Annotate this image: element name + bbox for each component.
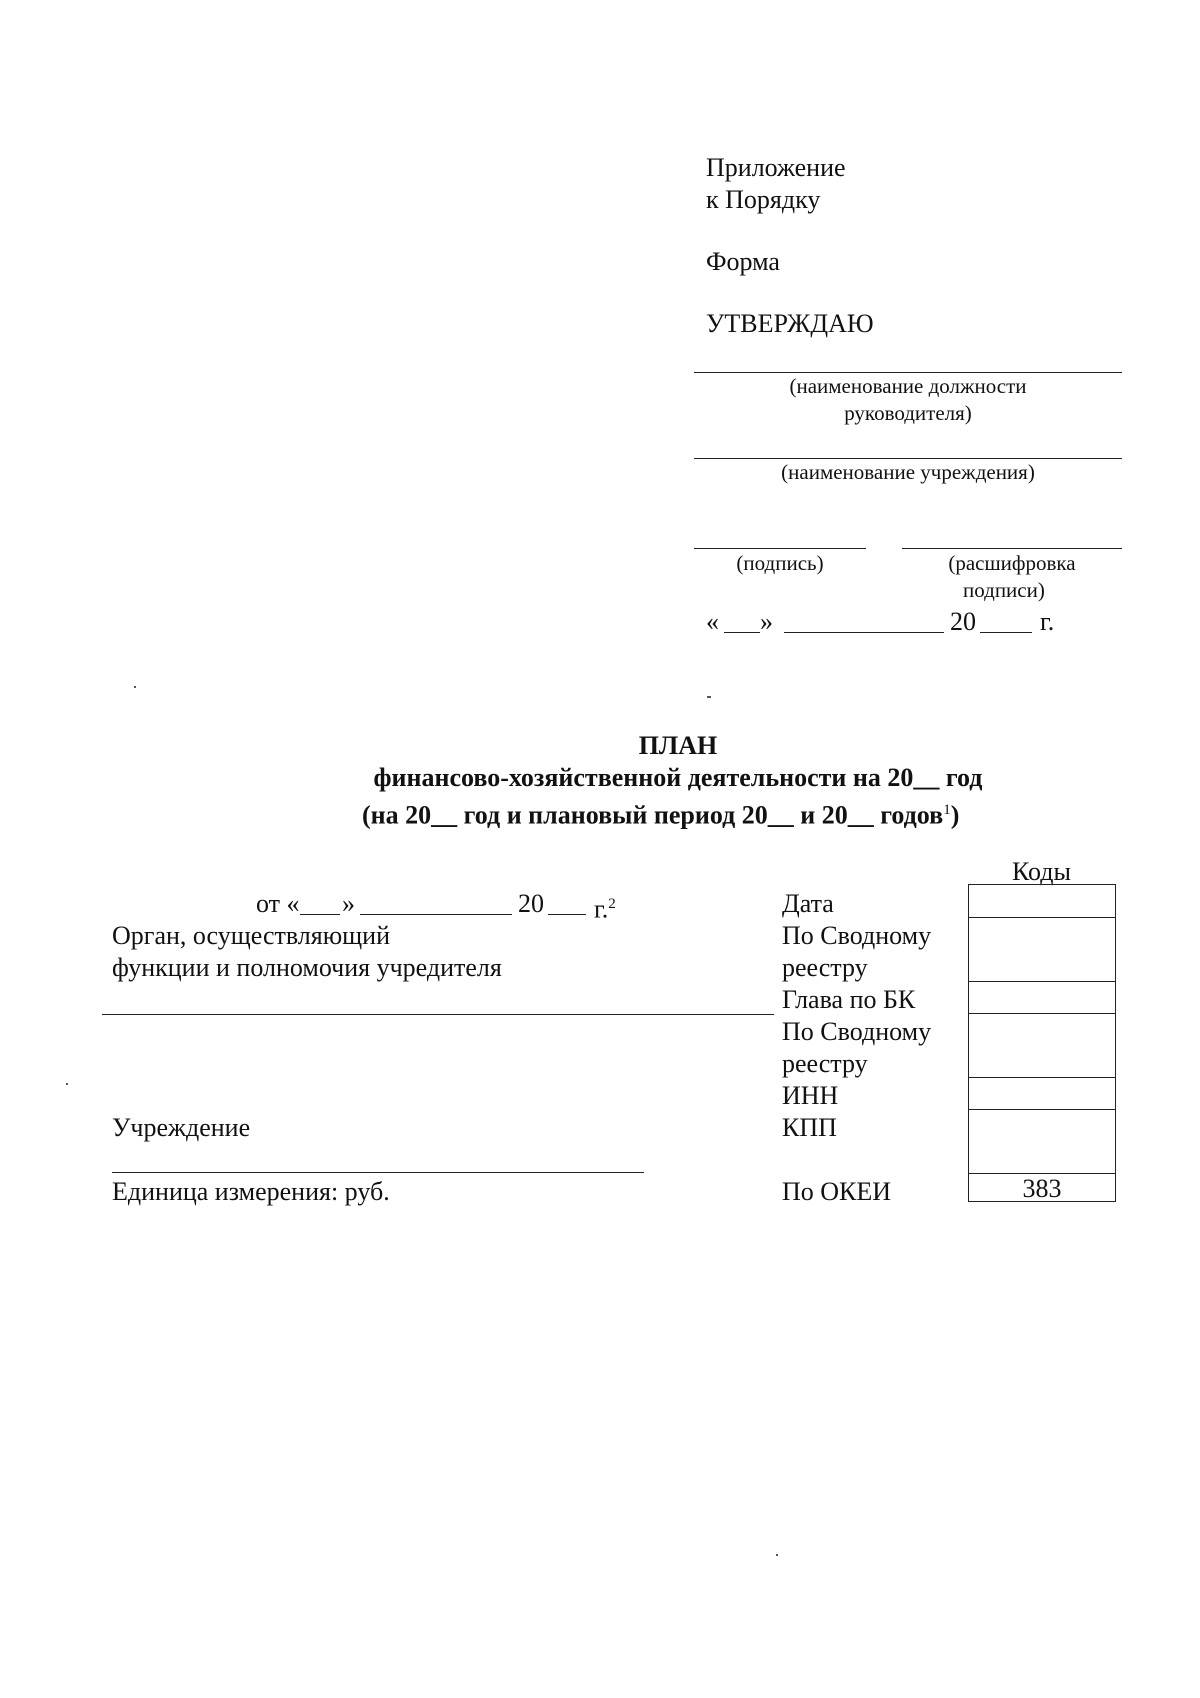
form-day-line [300, 914, 340, 915]
form-year-line [548, 914, 586, 915]
code-label-chapter-bk: Глава по БК [782, 985, 916, 1014]
signature-line [694, 548, 866, 549]
signature-decode-line2: подписи) [963, 578, 1045, 602]
codes-header: Коды [1012, 857, 1071, 886]
institution-label: Учреждение [112, 1113, 251, 1142]
title-line2: финансово-хозяйственной деятельности на 20__ год [373, 763, 983, 792]
form-date-close: » [342, 889, 355, 918]
form-month-line [360, 914, 512, 915]
form-date-prefix: от « [256, 889, 300, 918]
position-caption-line1: (наименование должности [789, 374, 1027, 398]
founder-label-line2: функции и полномочия учредителя [112, 953, 502, 982]
title-line3-end: ) [950, 800, 960, 830]
position-caption-line2: руководителя) [844, 401, 972, 425]
codes-table [968, 884, 1116, 1202]
scan-speck [707, 696, 711, 698]
form-date-footnote: 2 [608, 896, 616, 912]
form-year-suffix-text: г. [594, 894, 609, 924]
scan-speck [776, 1554, 778, 1556]
signature-decode-line [902, 548, 1122, 549]
title-line1: ПЛАН [638, 731, 718, 760]
code-label-inn: ИНН [782, 1081, 839, 1110]
form-year-suffix [594, 888, 616, 926]
code-label-registry1-line1: По Сводному [782, 921, 932, 950]
signature-caption: (подпись) [736, 551, 824, 575]
title-line3-text: (на 20__ год и плановый период 20__ и 20__ годов [362, 800, 944, 830]
code-label-kpp: КПП [782, 1113, 837, 1142]
approval-year-line [980, 632, 1032, 633]
approve-label: УТВЕРЖДАЮ [706, 309, 874, 338]
approval-month-line [784, 632, 944, 633]
signature-decode-line1: (расшифровка [948, 551, 1076, 575]
code-cell-inn[interactable] [969, 1077, 1115, 1109]
code-label-registry2-line2: реестру [782, 1049, 868, 1078]
appendix-line1: Приложение [706, 153, 846, 182]
code-cell-okei: 383 [969, 1173, 1115, 1203]
unit-label: Единица измерения: руб. [112, 1177, 390, 1206]
institution-field-line [112, 1172, 644, 1173]
form-year-prefix: 20 [518, 889, 544, 918]
code-label-okei: По ОКЕИ [782, 1177, 892, 1206]
approval-date-open: « [706, 607, 719, 636]
code-cell-kpp[interactable] [969, 1109, 1115, 1173]
code-label-date: Дата [782, 889, 834, 918]
title-line3 [362, 794, 959, 832]
approval-date-close: » [760, 607, 773, 636]
code-cell-date[interactable] [969, 885, 1115, 917]
appendix-line2: к Порядку [706, 185, 821, 214]
founder-label-line1: Орган, осуществляющий [112, 921, 390, 950]
code-label-registry1-line2: реестру [782, 953, 868, 982]
approval-year-prefix: 20 [950, 607, 976, 636]
scan-speck [66, 1083, 68, 1085]
approval-year-suffix: г. [1040, 607, 1055, 636]
code-cell-chapter-bk[interactable] [969, 981, 1115, 1013]
founder-line [102, 1014, 774, 1015]
code-cell-registry2[interactable] [969, 1013, 1115, 1077]
institution-caption: (наименование учреждения) [781, 460, 1035, 484]
code-label-registry2-line1: По Сводному [782, 1017, 932, 1046]
approval-day-line [724, 632, 760, 633]
code-cell-registry1[interactable] [969, 917, 1115, 981]
scan-speck [134, 686, 136, 688]
title-line3-footnote: 1 [943, 802, 951, 818]
form-label: Форма [706, 247, 780, 276]
